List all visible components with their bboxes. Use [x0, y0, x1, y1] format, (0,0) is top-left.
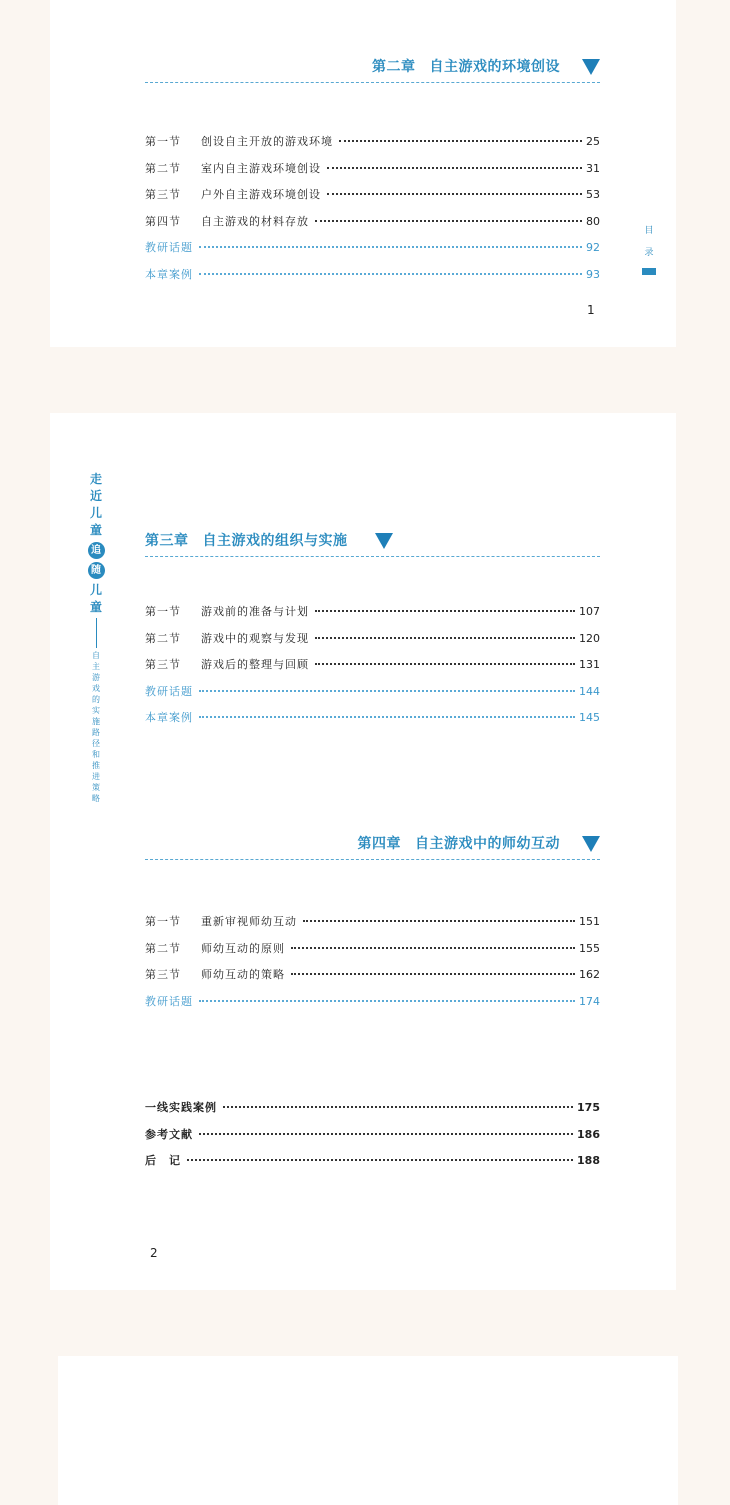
side-tab-bar — [642, 268, 656, 275]
toc-entry[interactable] — [145, 1126, 600, 1153]
spine-subtitle-char: 策 — [92, 783, 100, 792]
toc-section-number: 第三节 — [145, 188, 181, 201]
toc-entry[interactable] — [145, 993, 600, 1020]
toc-entry[interactable] — [145, 213, 600, 240]
dot-leader — [199, 716, 575, 718]
toc-page-number: 155 — [579, 941, 600, 955]
triangle-down-icon — [582, 59, 600, 75]
dot-leader — [291, 947, 575, 949]
toc-entry[interactable] — [145, 630, 600, 657]
spine-subtitle-char: 推 — [92, 761, 100, 770]
spine-subtitle-char: 进 — [92, 772, 100, 781]
toc-section-number: 第一节 — [145, 915, 181, 928]
spine-divider — [96, 618, 97, 648]
toc-page-number: 188 — [577, 1154, 600, 1167]
toc-page-number: 131 — [579, 658, 600, 671]
dot-leader — [315, 663, 575, 665]
dot-leader — [187, 1159, 573, 1161]
toc-entry[interactable] — [145, 160, 600, 187]
spine-subtitle-char: 的 — [92, 695, 100, 704]
dashed-divider — [145, 556, 600, 557]
triangle-down-icon — [582, 836, 600, 852]
toc-page-number: 186 — [577, 1127, 600, 1141]
chapter-3-header — [145, 530, 600, 570]
toc-section-number: 第四节 — [145, 214, 181, 228]
toc-list-chapter-2 — [145, 133, 600, 292]
dot-leader — [223, 1106, 573, 1108]
spine-circle-char: 随 — [88, 562, 105, 579]
toc-entry[interactable] — [145, 656, 600, 683]
chapter-name: 自主游戏的组织与实施 — [202, 533, 348, 549]
dot-leader — [315, 220, 582, 222]
toc-entry[interactable] — [145, 266, 600, 293]
side-tab-char: 目 — [644, 226, 654, 236]
chapter-number: 第四章 — [357, 836, 401, 852]
toc-entry[interactable] — [145, 940, 600, 967]
toc-page-number: 162 — [579, 968, 600, 981]
side-tab-contents — [642, 220, 656, 275]
toc-entry-title: 户外自主游戏环境创设 — [201, 188, 321, 201]
spine-subtitle-char: 略 — [92, 794, 100, 803]
toc-entry[interactable] — [145, 133, 600, 160]
toc-section-number: 第三节 — [145, 658, 181, 671]
toc-entry-title: 创设自主开放的游戏环境 — [201, 135, 333, 148]
chapter-number: 第二章 — [372, 59, 416, 75]
toc-entry[interactable] — [145, 1099, 600, 1126]
toc-page-number: 107 — [579, 605, 600, 618]
spine-subtitle-char: 主 — [92, 662, 100, 671]
toc-page-number: 174 — [579, 994, 600, 1008]
toc-entry-title: 后 记 — [145, 1154, 181, 1167]
toc-entry[interactable] — [145, 709, 600, 736]
toc-entry-title: 游戏中的观察与发现 — [201, 631, 309, 645]
toc-page-number: 31 — [586, 161, 600, 175]
spine-title — [80, 471, 112, 804]
toc-entry[interactable] — [145, 603, 600, 630]
toc-page-number: 175 — [577, 1101, 600, 1114]
next-page-partial — [58, 1356, 678, 1505]
toc-list-appendix — [145, 1099, 600, 1179]
toc-page-number: 93 — [586, 267, 600, 281]
toc-page-number: 92 — [586, 241, 600, 254]
spine-subtitle — [80, 650, 112, 804]
toc-entry[interactable] — [145, 913, 600, 940]
spine-char: 童 — [89, 523, 102, 537]
side-tab-char: 录 — [644, 248, 654, 258]
dot-leader — [199, 1000, 575, 1002]
toc-entry-title: 教研话题 — [145, 241, 193, 254]
spine-char: 童 — [89, 600, 102, 614]
spine-subtitle-char: 路 — [92, 728, 100, 737]
chapter-title — [358, 833, 561, 853]
dot-leader — [199, 246, 582, 248]
dot-leader — [339, 140, 582, 142]
toc-page-1 — [50, 0, 676, 347]
spine-char: 儿 — [89, 506, 102, 520]
toc-page-number: 151 — [579, 915, 600, 928]
triangle-down-icon — [375, 533, 393, 549]
spine-subtitle-char: 戏 — [92, 684, 100, 693]
toc-entry-title: 参考文献 — [145, 1127, 193, 1141]
toc-entry[interactable] — [145, 1152, 600, 1179]
toc-entry-title: 一线实践案例 — [145, 1101, 217, 1114]
spine-subtitle-char: 游 — [92, 673, 100, 682]
toc-entry-title: 本章案例 — [145, 267, 193, 281]
toc-entry-title: 重新审视师幼互动 — [201, 915, 297, 928]
dot-leader — [199, 690, 575, 692]
dot-leader — [291, 973, 575, 975]
dashed-divider — [145, 82, 600, 83]
page-number: 1 — [587, 303, 595, 317]
spine-subtitle-char: 施 — [92, 717, 100, 726]
toc-list-chapter-3 — [145, 603, 600, 736]
spine-char: 儿 — [89, 583, 102, 597]
toc-entry[interactable] — [145, 966, 600, 993]
chapter-title — [145, 530, 348, 550]
spine-circle-char: 追 — [88, 542, 105, 559]
toc-entry-title: 游戏前的准备与计划 — [201, 605, 309, 618]
toc-entry-title: 本章案例 — [145, 711, 193, 724]
chapter-4-header — [145, 833, 600, 873]
toc-entry-title: 自主游戏的材料存放 — [201, 214, 309, 228]
chapter-name: 自主游戏中的师幼互动 — [415, 836, 560, 852]
toc-entry-title: 教研话题 — [145, 684, 193, 698]
spine-subtitle-char: 径 — [92, 739, 100, 748]
toc-entry-title: 教研话题 — [145, 994, 193, 1008]
toc-entry-title: 游戏后的整理与回顾 — [201, 658, 309, 671]
dashed-divider — [145, 859, 600, 860]
spine-subtitle-char: 自 — [92, 651, 100, 660]
toc-page-number: 80 — [586, 214, 600, 228]
dot-leader — [315, 637, 575, 639]
toc-entry[interactable] — [145, 683, 600, 710]
dot-leader — [199, 273, 582, 275]
toc-page-number: 120 — [579, 631, 600, 645]
toc-section-number: 第二节 — [145, 941, 181, 955]
dot-leader — [327, 167, 582, 169]
chapter-number: 第三章 — [145, 533, 189, 549]
spine-subtitle-char: 和 — [92, 750, 100, 759]
toc-entry-title: 师幼互动的策略 — [201, 968, 285, 981]
toc-entry[interactable] — [145, 186, 600, 213]
dot-leader — [327, 193, 582, 195]
toc-entry[interactable] — [145, 239, 600, 266]
toc-page-number: 25 — [586, 135, 600, 148]
page-number: 2 — [150, 1246, 158, 1260]
chapter-name: 自主游戏的环境创设 — [429, 59, 560, 75]
toc-page-number: 144 — [579, 684, 600, 698]
toc-section-number: 第二节 — [145, 631, 181, 645]
spine-char: 近 — [89, 489, 102, 503]
toc-entry-title: 师幼互动的原则 — [201, 941, 285, 955]
toc-section-number: 第一节 — [145, 605, 181, 618]
dot-leader — [315, 610, 575, 612]
toc-entry-title: 室内自主游戏环境创设 — [201, 161, 321, 175]
spine-char: 走 — [89, 472, 102, 486]
toc-section-number: 第一节 — [145, 135, 181, 148]
toc-section-number: 第三节 — [145, 968, 181, 981]
chapter-2-header — [145, 56, 600, 96]
toc-section-number: 第二节 — [145, 161, 181, 175]
spine-subtitle-char: 实 — [92, 706, 100, 715]
dot-leader — [199, 1133, 573, 1135]
dot-leader — [303, 920, 575, 922]
toc-page-2 — [50, 413, 676, 1290]
toc-list-chapter-4 — [145, 913, 600, 1019]
toc-page-number: 53 — [586, 188, 600, 201]
chapter-title — [372, 56, 560, 76]
toc-page-number: 145 — [579, 711, 600, 724]
